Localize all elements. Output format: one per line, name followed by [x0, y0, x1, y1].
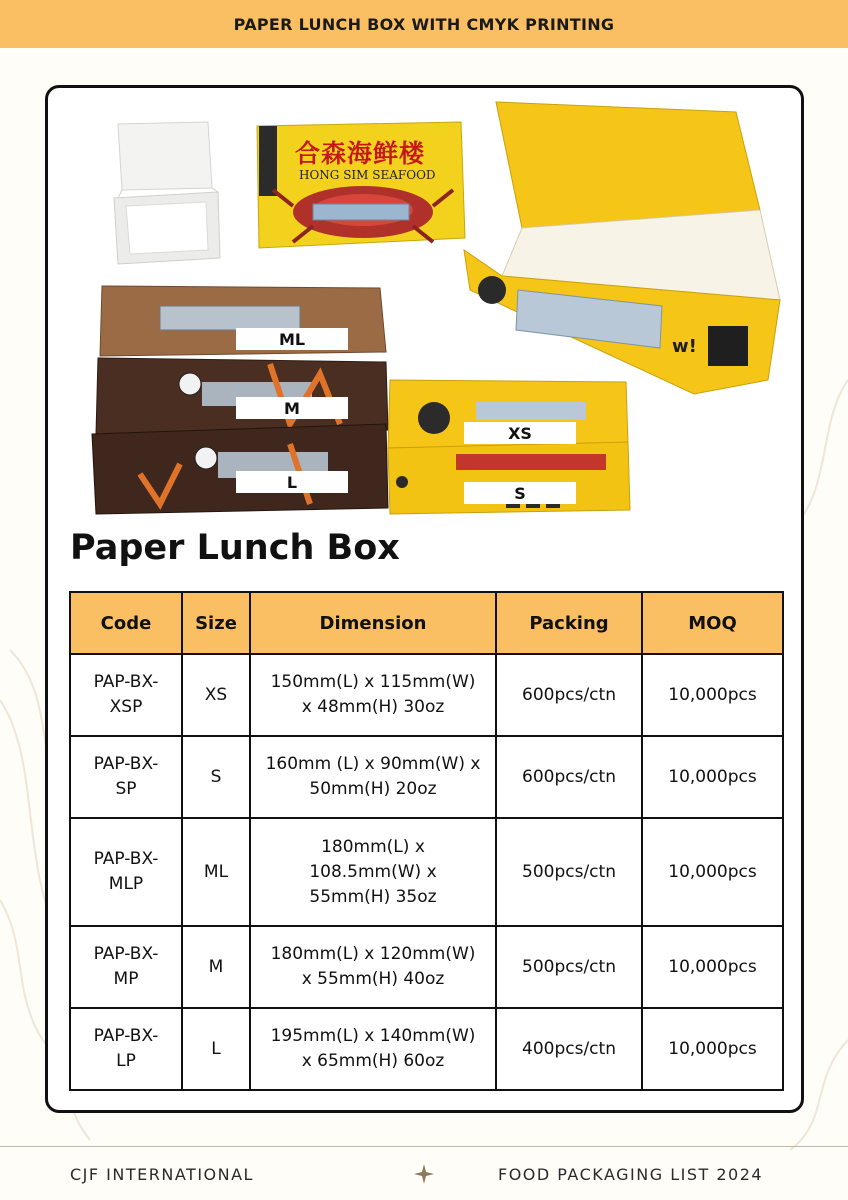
footer-document-title: FOOD PACKAGING LIST 2024: [498, 1165, 764, 1184]
cell-size: L: [182, 1008, 250, 1090]
banner-title: PAPER LUNCH BOX WITH CMYK PRINTING: [233, 14, 615, 34]
cell-code: PAP-BX-MLP: [70, 818, 182, 926]
sparkle-icon: [414, 1164, 434, 1188]
cell-packing: 600pcs/ctn: [496, 654, 642, 736]
table-row: [70, 1008, 783, 1090]
cell-moq: 10,000pcs: [642, 654, 783, 736]
cell-packing: 500pcs/ctn: [496, 926, 642, 1008]
size-label-l: L: [236, 471, 348, 493]
size-label-xs: XS: [464, 422, 576, 444]
table-row: [70, 736, 783, 818]
cell-dimension: 160mm (L) x 90mm(W) x 50mm(H) 20oz: [250, 736, 496, 818]
cell-dimension: 180mm(L) x 120mm(W) x 55mm(H) 40oz: [250, 926, 496, 1008]
cell-packing: 600pcs/ctn: [496, 736, 642, 818]
cell-dimension: 150mm(L) x 115mm(W) x 48mm(H) 30oz: [250, 654, 496, 736]
cell-moq: 10,000pcs: [642, 818, 783, 926]
footer-company: CJF INTERNATIONAL: [70, 1165, 254, 1184]
cell-packing: 500pcs/ctn: [496, 818, 642, 926]
cell-dimension: 180mm(L) x 108.5mm(W) x 55mm(H) 35oz: [250, 818, 496, 926]
cell-moq: 10,000pcs: [642, 926, 783, 1008]
cell-code: PAP-BX-XSP: [70, 654, 182, 736]
header-packing: Packing: [496, 592, 642, 654]
cell-size: XS: [182, 654, 250, 736]
header-dimension: Dimension: [250, 592, 496, 654]
cell-moq: 10,000pcs: [642, 1008, 783, 1090]
size-label-ml: ML: [236, 328, 348, 350]
header-size: Size: [182, 592, 250, 654]
seafood-sign-english: HONG SIM SEAFOOD: [299, 168, 436, 182]
header-moq: MOQ: [642, 592, 783, 654]
cell-moq: 10,000pcs: [642, 736, 783, 818]
cell-packing: 400pcs/ctn: [496, 1008, 642, 1090]
size-label-s: S: [464, 482, 576, 504]
spec-table: [69, 591, 784, 1091]
table-row: [70, 654, 783, 736]
stacked-large-boxes-photo: [90, 284, 390, 518]
seafood-box-photo: [253, 120, 468, 252]
cell-size: M: [182, 926, 250, 1008]
cell-code: PAP-BX-SP: [70, 736, 182, 818]
seafood-sign-chinese: 合森海鲜楼: [295, 139, 426, 168]
svg-text:w!: w!: [672, 336, 697, 357]
table-row: [70, 818, 783, 926]
white-box-photo: [108, 118, 228, 268]
open-yellow-box-photo: [462, 100, 796, 396]
footer-divider: [0, 1146, 848, 1147]
table-row: [70, 926, 783, 1008]
product-card: [45, 85, 804, 1113]
cell-code: PAP-BX-MP: [70, 926, 182, 1008]
top-banner: [0, 0, 848, 48]
header-code: Code: [70, 592, 182, 654]
table-header-row: [70, 592, 783, 654]
section-heading: Paper Lunch Box: [70, 528, 400, 568]
stacked-small-boxes-photo: [386, 378, 634, 518]
cell-size: ML: [182, 818, 250, 926]
cell-code: PAP-BX-LP: [70, 1008, 182, 1090]
size-label-m: M: [236, 397, 348, 419]
cell-size: S: [182, 736, 250, 818]
cell-dimension: 195mm(L) x 140mm(W) x 65mm(H) 60oz: [250, 1008, 496, 1090]
